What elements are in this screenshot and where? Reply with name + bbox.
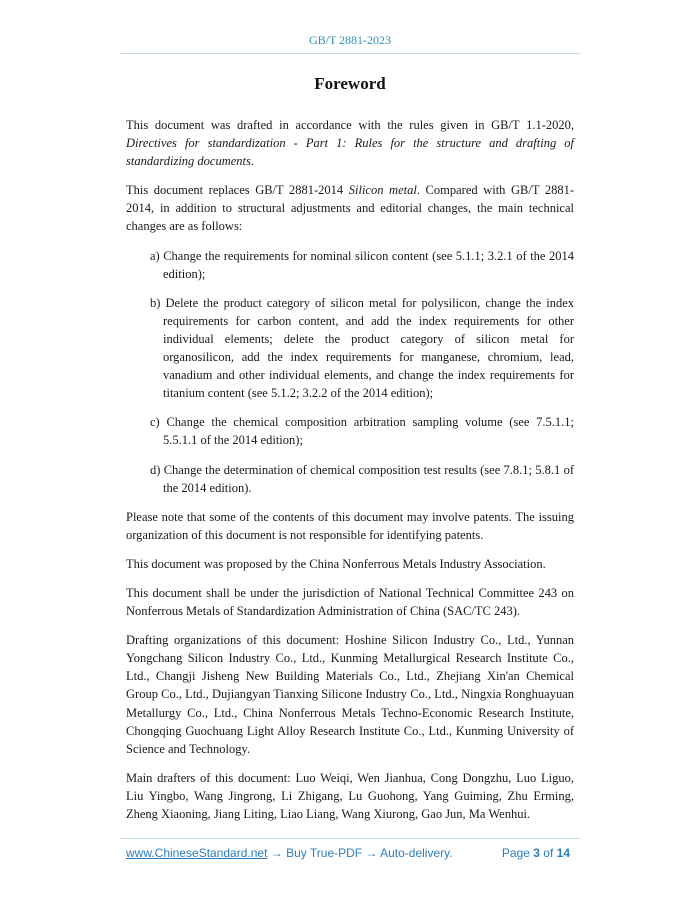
foreword-body [126, 116, 574, 834]
footer-divider [120, 838, 580, 839]
page-footer [126, 846, 574, 860]
page-number [502, 846, 570, 860]
drafting-organizations-paragraph: Drafting organizations of this document: Hoshine Silicon Industry Co., Ltd., Yunnan Yongchang Silicon Industry Co., Ltd., Kunming Metallurgical Research Institute Co., Ltd., Changji Jisheng New Building Materials Co., Ltd., Zhejiang Xin'an Chemical Group Co., Ltd., Dujiangyan Tianxing Silicone Industry Co., Ltd., Ningxia Ronghuayuan Metallurgy Co., Ltd., China Nonferrous Metals Techno-Economic Research Institute, Chongqing Guochuang Light Alloy Research Institute Co., Ltd., Kunming University of Science and Technology. [126, 633, 574, 756]
patent-note-paragraph: Please note that some of the contents of this document may involve patents. The issuing organization of this document is not responsible for identifying patents. [126, 509, 574, 542]
page-of-label: of [539, 846, 557, 860]
change-item-a: a) Change the requirements for nominal silicon content (see 5.1.1; 3.2.1 of the 2014 edition); [150, 248, 574, 281]
replacement-paragraph [126, 181, 574, 235]
paragraph-text: . Compared with GB/T 2881-2014, in addition to structural adjustments and editorial changes, the main technical changes are as follows: [126, 183, 574, 234]
jurisdiction-paragraph: This document shall be under the jurisdiction of National Technical Committee 243 on Nonferrous Metals of Standardization Administration of China (SAC/TC 243). [126, 585, 574, 619]
proposed-by-paragraph: This document was proposed by the China Nonferrous Metals Industry Association. [126, 556, 546, 571]
change-item-b: b) Delete the product category of silicon metal for polysilicon, change the index requirements for carbon content, and add the index requirements for other individual elements; delete the product category of silicon metal for organosilicon, add the index requirements for manganese, chromium, lead, vanadium and other individual elements, and change the index requirements for titanium content (see 5.1.2; 3.2.2 of the 2014 edition); [150, 295, 574, 401]
paragraph-text: This document was drafted in accordance with the rules given in GB/T 1.1-2020, [126, 118, 574, 132]
document-code-header: GB/T 2881-2023 [308, 33, 392, 47]
drafting-rules-paragraph [126, 116, 574, 170]
replaced-standard-title: Silicon metal [348, 183, 417, 198]
change-item-d: d) Change the determination of chemical composition test results (see 7.8.1; 5.8.1 of the 2014 edition). [150, 462, 574, 495]
total-pages: 14 [556, 846, 570, 860]
current-page: 3 [533, 846, 540, 860]
page-label: Page [501, 846, 534, 860]
directive-title: Directives for standardization - Part 1: Rules for the structure and drafting of standardizing documents [126, 136, 574, 169]
paragraph-text: This document replaces GB/T 2881-2014 [126, 183, 349, 198]
main-drafters-paragraph: Main drafters of this document: Luo Weiqi, Wen Jianhua, Cong Dongzhu, Luo Liguo, Liu Yingbo, Wang Jingrong, Li Zhigang, Lu Guohong, Yang Guiming, Zhu Erming, Zheng Xiaoning, Jiang Liting, Liao Liang, Wang Xiurong, Gao Jun, Ma Wenhui. [126, 770, 574, 821]
page-title: Foreword [314, 74, 386, 93]
website-link[interactable]: www.ChineseStandard.net [126, 846, 268, 860]
header-divider [120, 53, 580, 54]
change-item-c: c) Change the chemical composition arbitration sampling volume (see 7.5.1.1; 5.5.1.1 of the 2014 edition); [150, 415, 574, 448]
paragraph-text: . [250, 154, 255, 169]
promo-text: → Buy True-PDF → Auto-delivery. [267, 846, 453, 860]
